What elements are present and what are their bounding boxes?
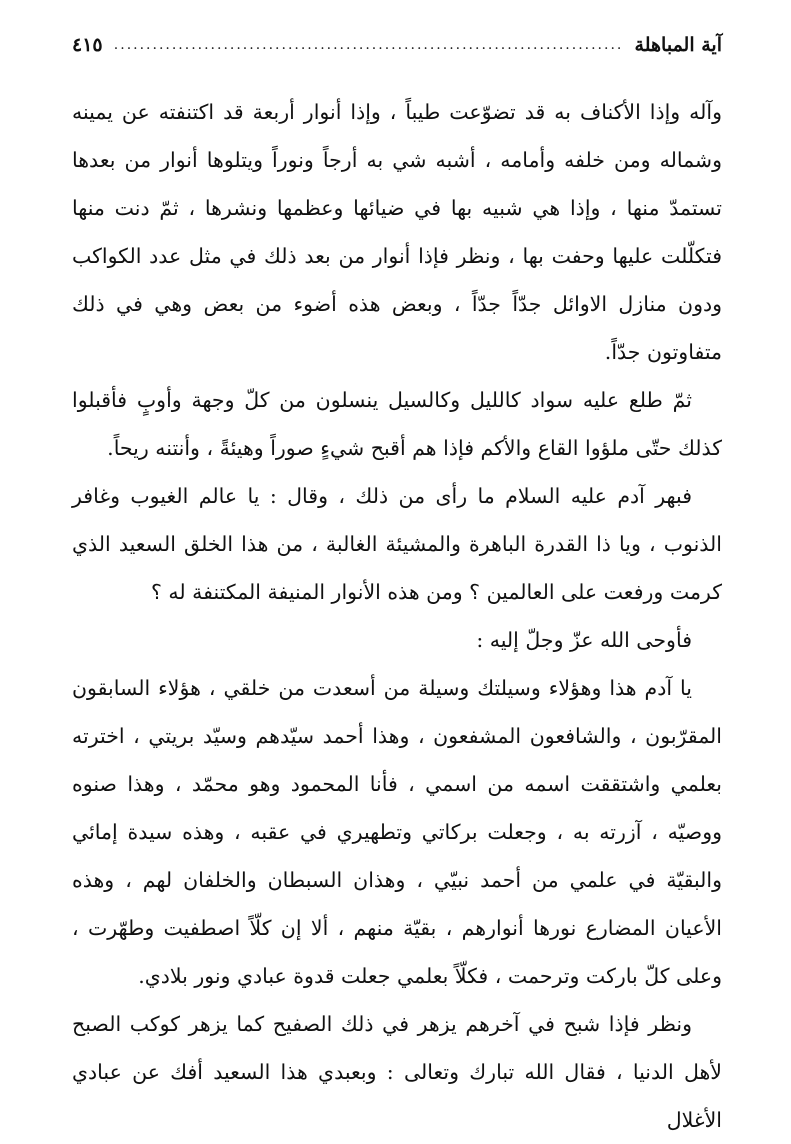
paragraph-1: وآله وإذا الأكناف به قد تضوّعت طيباً ، وإذا أنوار أربعة قد اكتنفته عن يمينه وشماله ومن خلفه وأمامه ، أشبه شي به أرجاً ونوراً ويتلوها أنوار من بعدها تستمدّ منها ، وإذا هي شبيه بها في ضيائها وعظمها ونشرها ، ثمّ دنت منها فتكلّلت عليها وحفت بها ، ونظر فإذا أنوار من بعد ذلك في مثل عدد الكواكب ودون منازل الاوائل جدّاً جدّاً ، وبعض هذه أضوء من بعض وهي في ذلك متفاوتون جدّاً. <box>72 100 722 364</box>
paragraph-6: ونظر فإذا شبح في آخرهم يزهر في ذلك الصفيح كما يزهر كوكب الصبح لأهل الدنيا ، فقال الله تبارك وتعالى : وبعبدي هذا السعيد أفك عن عبادي الأغلال <box>72 1012 722 1132</box>
paragraph-3: فبهر آدم عليه السلام ما رأى من ذلك ، وقال : يا عالم الغيوب وغافر الذنوب ، ويا ذا القدرة الباهرة والمشيئة الغالبة ، من هذا الخلق السعيد الذي كرمت ورفعت على العالمين ؟ ومن هذه الأنوار المنيفة المكتنفة له ؟ <box>72 484 722 604</box>
chapter-title: آية المباهلة <box>634 34 722 56</box>
page-number: ٤١٥ <box>72 34 103 56</box>
paragraph-5: يا آدم هذا وهؤلاء وسيلتك وسيلة من أسعدت من خلقي ، هؤلاء السابقون المقرّبون ، والشافعون المشفعون ، وهذا أحمد سيّدهم وسيّد بريتي ، اخترته بعلمي واشتققت اسمه من اسمي ، فأنا المحمود وهو محمّد ، وهذا صنوه ووصيّه ، آزرته به ، وجعلت بركاتي وتطهيري في عقبه ، وهذه سيدة إمائي والبقيّة في علمي من أحمد نبيّي ، وهذان السبطان والخلفان لهم ، وهذه الأعيان المضارع نورها أنوارهم ، بقيّة منهم ، ألا إن كلّاً اصطفيت وطهّرت ، وعلى كلّ باركت وترحمت ، فكلّاً بعلمي جعلت قدوة عبادي ونور بلادي. <box>72 676 722 988</box>
page-body <box>72 88 722 1144</box>
paragraph-4: فأوحى الله عزّ وجلّ إليه : <box>476 628 692 652</box>
leader-dots: ............................................................................... <box>113 37 624 53</box>
paragraph-2: ثمّ طلع عليه سواد كالليل وكالسيل ينسلون من كلّ وجهة وأوبٍ فأقبلوا كذلك حتّى ملؤوا القاع والأكم فإذا هم أقبح شيءٍ صوراً وهيئةً ، وأنتنه ريحاً. <box>72 388 722 460</box>
running-header <box>72 28 722 62</box>
